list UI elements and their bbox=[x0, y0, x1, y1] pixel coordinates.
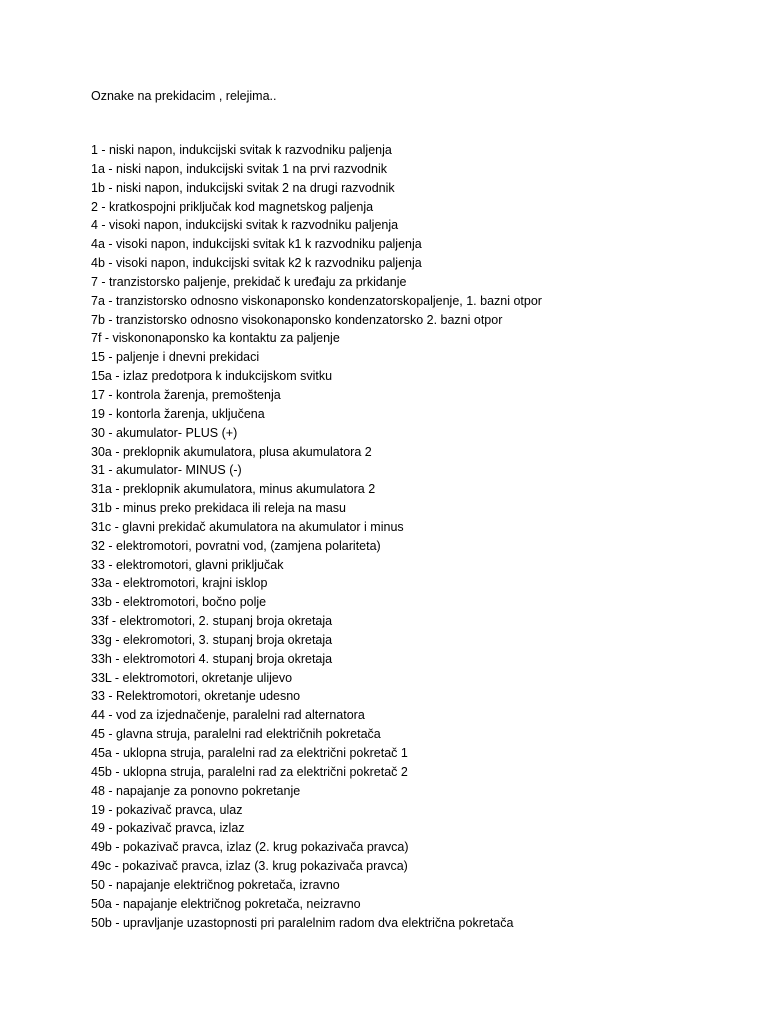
list-item: 19 - pokazivač pravca, ulaz bbox=[91, 802, 243, 817]
document-title: Oznake na prekidacim , relejima.. bbox=[91, 89, 277, 103]
list-item: 19 - kontorla žarenja, uključena bbox=[91, 406, 265, 421]
list-item: 44 - vod za izjednačenje, paralelni rad alternatora bbox=[91, 708, 365, 723]
list-item: 4 - visoki napon, indukcijski svitak k razvodniku paljenja bbox=[91, 218, 399, 233]
list-item: 7b - tranzistorsko odnosno visokonaponsko kondenzatorsko 2. bazni otpor bbox=[91, 312, 503, 327]
list-item: 30a - preklopnik akumulatora, plusa akumulatora 2 bbox=[91, 444, 372, 459]
list-item: 33f - elektromotori, 2. stupanj broja okretaja bbox=[91, 614, 333, 629]
list-item: 1 - niski napon, indukcijski svitak k razvodniku paljenja bbox=[91, 143, 392, 157]
list-item: 33a - elektromotori, krajni isklop bbox=[91, 576, 268, 591]
list-item: 45 - glavna struja, paralelni rad električnih pokretača bbox=[91, 727, 381, 742]
list-item: 17 - kontrola žarenja, premoštenja bbox=[91, 387, 281, 402]
list-item: 33 - elektromotori, glavni priključak bbox=[91, 557, 284, 572]
list-item: 33g - elekromotori, 3. stupanj broja okretaja bbox=[91, 632, 333, 647]
list-item: 31b - minus preko prekidaca ili releja na masu bbox=[91, 501, 346, 516]
list-item: 4a - visoki napon, indukcijski svitak k1 k razvodniku paljenja bbox=[91, 237, 422, 252]
list-item: 48 - napajanje za ponovno pokretanje bbox=[91, 783, 301, 798]
list-item: 4b - visoki napon, indukcijski svitak k2 k razvodniku paljenja bbox=[91, 256, 422, 271]
list-item: 50a - napajanje električnog pokretača, neizravno bbox=[91, 896, 361, 911]
list-item: 2 - kratkospojni priključak kod magnetskog paljenja bbox=[91, 199, 374, 214]
list-item: 15 - paljenje i dnevni prekidaci bbox=[91, 350, 260, 365]
list-item: 31 - akumulator- MINUS (-) bbox=[91, 463, 242, 478]
list-item: 33L - elektromotori, okretanje ulijevo bbox=[91, 670, 293, 685]
list-item: 7a - tranzistorsko odnosno viskonaponsko kondenzatorskopaljenje, 1. bazni otpor bbox=[91, 293, 542, 308]
list-item: 49 - pokazivač pravca, izlaz bbox=[91, 821, 245, 836]
list-item: 15a - izlaz predotpora k indukcijskom svitku bbox=[91, 369, 333, 384]
list-item: 49c - pokazivač pravca, izlaz (3. krug pokazivača pravca) bbox=[91, 859, 408, 874]
list-item: 32 - elektromotori, povratni vod, (zamjena polariteta) bbox=[91, 538, 381, 553]
list-item: 45b - uklopna struja, paralelni rad za električni pokretač 2 bbox=[91, 764, 408, 779]
list-item: 7f - viskononaponsko ka kontaktu za paljenje bbox=[91, 331, 340, 346]
list-item: 1a - niski napon, indukcijski svitak 1 na prvi razvodnik bbox=[91, 161, 387, 176]
list-item: 33 - Relektromotori, okretanje udesno bbox=[91, 689, 301, 704]
list-item: 30 - akumulator- PLUS (+) bbox=[91, 425, 238, 440]
list-item: 45a - uklopna struja, paralelni rad za električni pokretač 1 bbox=[91, 746, 408, 760]
list-item: 1b - niski napon, indukcijski svitak 2 na drugi razvodnik bbox=[91, 180, 395, 195]
list-item: 50b - upravljanje uzastopnosti pri paralelnim radom dva električna pokretača bbox=[91, 915, 514, 930]
terminal-designation-list bbox=[91, 141, 542, 932]
list-item: 31a - preklopnik akumulatora, minus akumulatora 2 bbox=[91, 482, 376, 497]
list-item: 49b - pokazivač pravca, izlaz (2. krug pokazivača pravca) bbox=[91, 840, 409, 855]
list-item: 33b - elektromotori, bočno polje bbox=[91, 595, 267, 610]
list-item: 50 - napajanje električnog pokretača, izravno bbox=[91, 877, 340, 892]
list-item: 31c - glavni prekidač akumulatora na akumulator i minus bbox=[91, 519, 404, 534]
list-item: 7 - tranzistorsko paljenje, prekidač k uređaju za prkidanje bbox=[91, 274, 407, 289]
list-item: 33h - elektromotori 4. stupanj broja okretaja bbox=[91, 651, 333, 666]
